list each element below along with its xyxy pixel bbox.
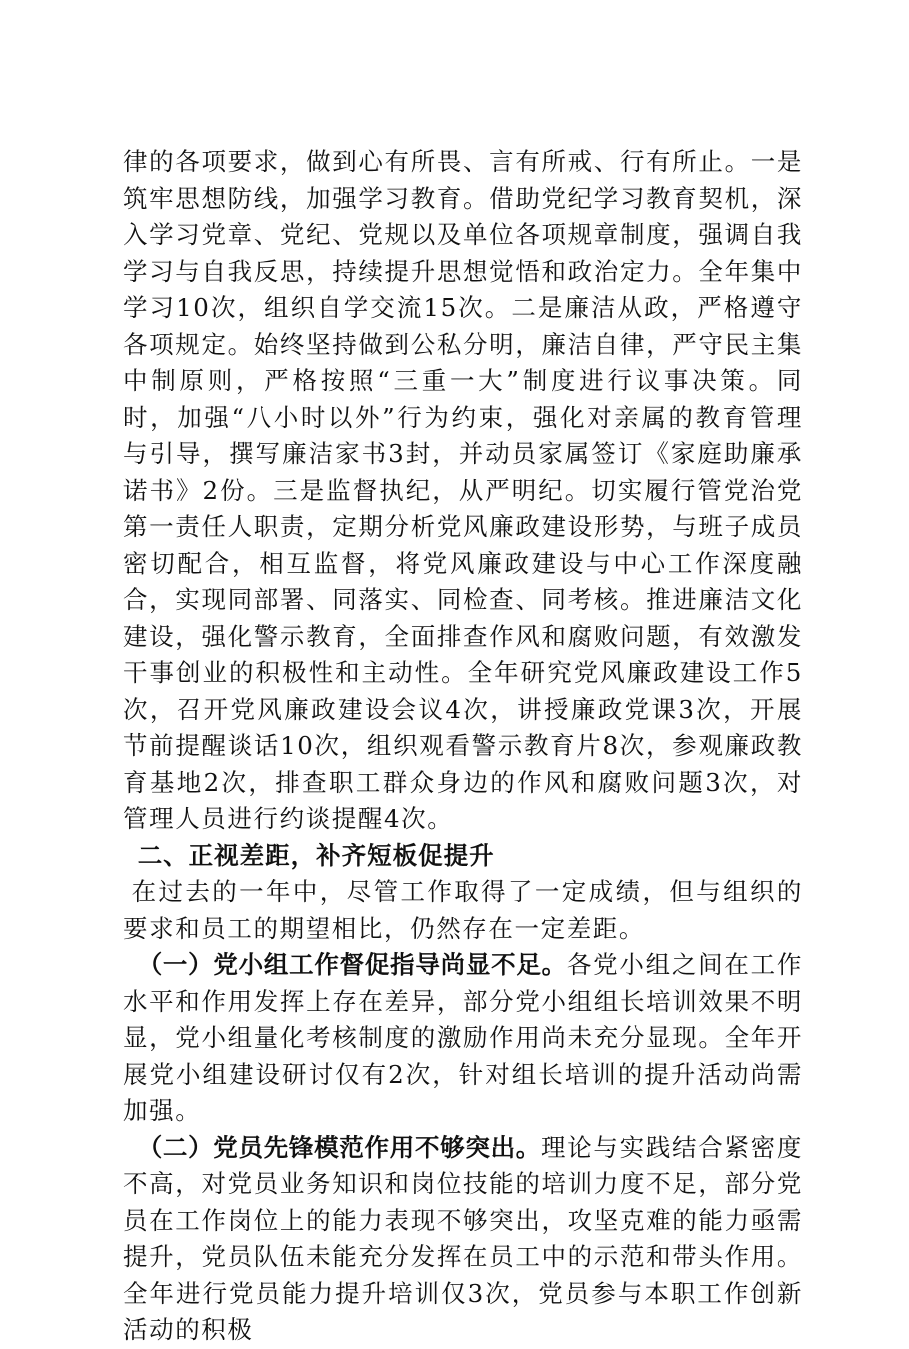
paragraph-text: 在过去的一年中，尽管工作取得了一定成绩，但与组织的要求和员工的期望相比，仍然存在一定差距。 xyxy=(123,877,803,943)
paragraph-text: 律的各项要求，做到心有所畏、言有所戒、行有所止。一是筑牢思想防线，加强学习教育。借助党纪学习教育契机，深入学习党章、党纪、党规以及单位各项规章制度，强调自我学习与自我反思，持续提升思想觉悟和政治定力。全年集中学习10次，组织自学交流15次。二是廉洁从政，严格遵守各项规定。始终坚持做到公私分明，廉洁自律，严守民主集中制原则，严格按照“三重一大”制度进行议事决策。同时，加强“八小时以外”行为约束，强化对亲属的教育管理与引导，撰写廉洁家书3封，并动员家属签订《家庭助廉承诺书》2份。三是监督执纪，从严明纪。切实履行管党治党第一责任人职责，定期分析党风廉政建设形势，与班子成员密切配合，相互监督，将党风廉政建设与中心工作深度融合，实现同部署、同落实、同检查、同考核。推进廉洁文化建设，强化警示教育，全面排查作风和腐败问题，有效激发干事创业的积极性和主动性。全年研究党风廉政建设工作5次，召开党风廉政建设会议4次，讲授廉政党课3次，开展节前提醒谈话10次，组织观看警示教育片8次，参观廉政教育基地2次，排查职工群众身边的作风和腐败问题3次，对管理人员进行约谈提醒4次。 xyxy=(123,147,803,833)
issue-item-1-lead: （一）党小组工作督促指导尚显不足。 xyxy=(137,950,567,979)
issue-item-1 xyxy=(123,947,803,1130)
section-intro-paragraph xyxy=(123,874,803,947)
issue-item-2-lead: （二）党员先锋模范作用不够突出。 xyxy=(137,1132,542,1162)
issue-item-1-body: 各党小组之间在工作水平和作用发挥上存在差异，部分党小组组长培训效果不明显，党小组量化考核制度的激励作用尚未充分显现。全年开展党小组建设研讨仅有2次，针对组长培训的提升活动尚需加强。 xyxy=(123,950,803,1125)
paragraph-continued xyxy=(123,144,803,838)
issue-item-2-body: 理论与实践结合紧密度不高，对党员业务知识和岗位技能的培训力度不足，部分党员在工作岗位上的能力表现不够突出，攻坚克难的能力亟需提升，党员队伍未能充分发挥在员工中的示范和带头作用。全年进行党员能力提升培训仅3次，党员参与本职工作创新活动的积极 xyxy=(123,1132,803,1344)
section-heading: 二、正视差距，补齐短板促提升 xyxy=(137,840,495,870)
issue-item-2 xyxy=(123,1130,803,1349)
document-body xyxy=(123,144,803,1349)
